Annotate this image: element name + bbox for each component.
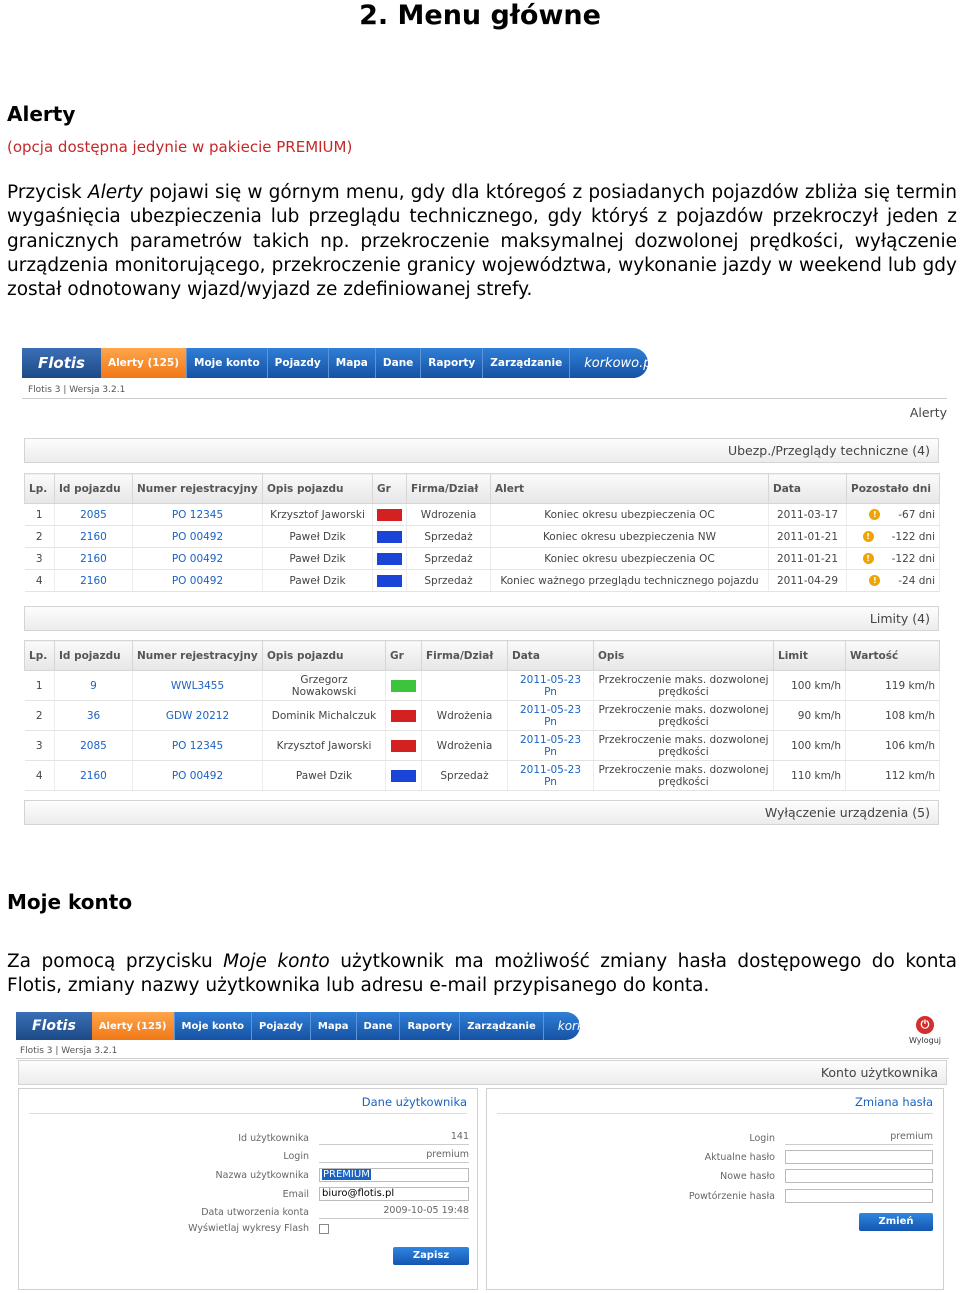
department-cell: Wdrożenia (422, 731, 508, 761)
save-button[interactable]: Zapisz (393, 1247, 469, 1265)
row-login: Login premium (283, 1149, 469, 1162)
alert-cell: Koniec okresu ubezpieczenia OC (491, 548, 769, 570)
alerty-paragraph: Przycisk Alerty pojawi się w górnym menu, gdy dla któregoś z posiadanych pojazdów zbliża się termin wygaśnięcia ubezpieczenia lub przeglądu technicznego, gdy któryś z pojazdów przekroczył jeden z granicznych parametrów takich np. przekroczenie maksymalnej dozwolonej prędkości, wyłączenie urządzenia monitorującego, przekroczenie granicy województwa, wykonanie jazdy w weekend lub gdy został odnotowany wjazd/wyjazd ze zdefiniowanej strefy. (7, 182, 957, 301)
lp-cell: 2 (25, 701, 55, 731)
column-header[interactable]: Gr (373, 474, 407, 504)
vehicle-id-link[interactable]: 2085 (55, 731, 133, 761)
group-cell (386, 671, 422, 701)
group-cell (386, 701, 422, 731)
vehicle-description: Krzysztof Jaworski (263, 504, 373, 526)
alerty-heading: Alerty (7, 102, 76, 126)
login-value: premium (319, 1149, 469, 1163)
limit-cell: 100 km/h (774, 731, 846, 761)
group-cell (373, 504, 407, 526)
nav-alerts-2[interactable]: Alerty (125) (92, 1012, 174, 1040)
nav-map-2[interactable]: Mapa (310, 1012, 356, 1040)
date-cell: 2011-01-21 (769, 526, 847, 548)
divider (22, 398, 947, 399)
group-cell (386, 761, 422, 791)
vehicle-id-link[interactable]: 2160 (55, 570, 133, 592)
group-color-swatch (377, 575, 402, 587)
group-color-swatch (391, 680, 416, 692)
new-password-input[interactable] (785, 1169, 933, 1183)
days-left-value: -122 dni (891, 552, 935, 565)
group-cell (373, 570, 407, 592)
days-left-cell (847, 570, 940, 592)
table-row[interactable] (25, 504, 940, 526)
table-row[interactable] (25, 570, 940, 592)
vehicle-id-link[interactable]: 2160 (55, 526, 133, 548)
table-row[interactable] (25, 526, 940, 548)
flotis-logo[interactable]: Flotis (22, 348, 101, 378)
vehicle-description: Paweł Dzik (263, 548, 373, 570)
insurance-table (24, 473, 940, 592)
email-input[interactable]: biuro@flotis.pl (319, 1187, 469, 1201)
date-link[interactable]: 2011-05-23 Pn (508, 731, 594, 761)
row-user-id: Id użytkownika 141 (238, 1131, 469, 1144)
registration-link[interactable]: PO 00492 (133, 570, 263, 592)
vehicle-id-link[interactable]: 2160 (55, 761, 133, 791)
password-panel-title: Zmiana hasła (855, 1095, 933, 1109)
days-left-value: -24 dni (898, 574, 935, 587)
date-cell: 2011-01-21 (769, 548, 847, 570)
limit-cell: 90 km/h (774, 701, 846, 731)
limits-table (24, 640, 940, 791)
logout-label: Wyloguj (909, 1036, 941, 1045)
pw-login-value: premium (785, 1131, 933, 1145)
warning-icon: ! (869, 575, 880, 586)
description-cell: Przekroczenie maks. dozwolonej prędkości (594, 731, 774, 761)
column-header[interactable]: Data (508, 641, 594, 671)
column-header[interactable]: Gr (386, 641, 422, 671)
nav-map[interactable]: Mapa (328, 348, 375, 378)
column-header[interactable]: Opis pojazdu (263, 474, 373, 504)
value-cell: 112 km/h (846, 761, 940, 791)
created-value: 2009-10-05 19:48 (319, 1205, 469, 1219)
group-cell (373, 526, 407, 548)
days-left-cell (847, 504, 940, 526)
column-header[interactable]: Pozostało dni (847, 474, 940, 504)
vehicle-description: Paweł Dzik (263, 761, 386, 791)
department-cell: Sprzedaż (407, 548, 491, 570)
row-created: Data utworzenia konta 2009-10-05 19:48 (201, 1205, 469, 1218)
row-pw-login: Login premium (749, 1131, 933, 1144)
table-row[interactable] (25, 701, 940, 731)
department-cell: Wdrozenia (407, 504, 491, 526)
nav-data[interactable]: Dane (375, 348, 420, 378)
column-header[interactable]: Id pojazdu (55, 474, 133, 504)
vehicle-description: Dominik Michalczuk (263, 701, 386, 731)
version-label-2: Flotis 3 | Wersja 3.2.1 (20, 1046, 118, 1056)
alert-cell: Koniec ważnego przeglądu technicznego pojazdu (491, 570, 769, 592)
document-title: 2. Menu główne (359, 0, 601, 31)
row-current-password: Aktualne hasło (497, 1150, 933, 1164)
user-id-value: 141 (319, 1131, 469, 1145)
registration-link[interactable]: PO 12345 (133, 504, 263, 526)
row-new-password: Nowe hasło (497, 1169, 933, 1183)
date-cell: 2011-03-17 (769, 504, 847, 526)
table-row[interactable] (25, 731, 940, 761)
nav-alerts[interactable]: Alerty (125) (101, 348, 186, 378)
days-left-value: -67 dni (898, 508, 935, 521)
alerts-screenshot (22, 346, 947, 836)
premium-note: (opcja dostępna jedynie w pakiecie PREMIUM) (7, 138, 353, 156)
warning-icon: ! (869, 509, 880, 520)
date-link[interactable]: 2011-05-23 Pn (508, 701, 594, 731)
days-left-value: -122 dni (891, 530, 935, 543)
shutdown-bar[interactable]: Wyłączenie urządzenia (5) (24, 800, 939, 825)
group-color-swatch (391, 770, 416, 782)
days-left-cell (847, 548, 940, 570)
lp-cell: 4 (25, 761, 55, 791)
user-panel-title: Dane użytkownika (361, 1095, 467, 1109)
konto-heading: Moje konto (7, 890, 133, 914)
account-section-label: Konto użytkownika (18, 1060, 947, 1085)
registration-link[interactable]: WWL3455 (133, 671, 263, 701)
description-cell: Przekroczenie maks. dozwolonej prędkości (594, 671, 774, 701)
nav-reports[interactable]: Raporty (420, 348, 482, 378)
group-color-swatch (377, 553, 402, 565)
lp-cell: 2 (25, 526, 55, 548)
panel-divider-2 (497, 1113, 933, 1114)
nav-korkowo[interactable]: korkowo.pl (569, 348, 669, 378)
table-row[interactable] (25, 548, 940, 570)
table-row[interactable] (25, 761, 940, 791)
konto-paragraph: Za pomocą przycisku Moje konto użytkownik ma możliwość zmiany hasła dostępowego do konta Flotis, zmiany nazwy użytkownika lub adresu e-mail przypisanego do konta. (7, 951, 958, 997)
registration-link[interactable]: GDW 20212 (133, 701, 263, 731)
nav-korkowo-2[interactable]: korkowo.pl (543, 1012, 637, 1040)
column-header[interactable]: Limit (774, 641, 846, 671)
main-nav-2 (16, 1012, 624, 1040)
flash-checkbox[interactable] (319, 1224, 329, 1234)
column-header[interactable]: Id pojazdu (55, 641, 133, 671)
alert-cell: Koniec okresu ubezpieczenia NW (491, 526, 769, 548)
row-email: Email biuro@flotis.pl (29, 1187, 469, 1201)
group-color-swatch (377, 531, 402, 543)
repeat-password-input[interactable] (785, 1189, 933, 1203)
registration-link[interactable]: PO 00492 (133, 761, 263, 791)
description-cell: Przekroczenie maks. dozwolonej prędkości (594, 701, 774, 731)
column-header[interactable]: Opis (594, 641, 774, 671)
warning-icon: ! (863, 553, 874, 564)
vehicle-description: Grzegorz Nowakowski (263, 671, 386, 701)
group-color-swatch (391, 740, 416, 752)
limit-cell: 110 km/h (774, 761, 846, 791)
column-header[interactable]: Lp. (25, 474, 55, 504)
lp-cell: 3 (25, 731, 55, 761)
limits-bar[interactable]: Limity (4) (24, 606, 939, 631)
vehicle-description: Paweł Dzik (263, 526, 373, 548)
flotis-logo-2[interactable]: Flotis (16, 1012, 92, 1040)
divider-2 (16, 1058, 949, 1059)
nav-vehicles[interactable]: Pojazdy (267, 348, 328, 378)
group-color-swatch (391, 710, 416, 722)
vehicle-description: Krzysztof Jaworski (263, 731, 386, 761)
column-header[interactable]: Data (769, 474, 847, 504)
power-icon: ⏻ (916, 1016, 934, 1034)
vehicle-id-link[interactable]: 2160 (55, 548, 133, 570)
column-header[interactable]: Wartość (846, 641, 940, 671)
lp-cell: 4 (25, 570, 55, 592)
insurance-bar[interactable]: Ubezp./Przeglądy techniczne (4) (24, 438, 939, 463)
date-cell: 2011-04-29 (769, 570, 847, 592)
department-cell: Sprzedaż (407, 570, 491, 592)
column-header[interactable]: Alert (491, 474, 769, 504)
value-cell: 119 km/h (846, 671, 940, 701)
user-data-panel (18, 1088, 478, 1290)
group-color-swatch (377, 509, 402, 521)
main-nav (22, 348, 656, 378)
nav-manage[interactable]: Zarządzanie (482, 348, 569, 378)
department-cell: Sprzedaż (422, 761, 508, 791)
registration-link[interactable]: PO 00492 (133, 526, 263, 548)
vehicle-id-link[interactable]: 2085 (55, 504, 133, 526)
value-cell: 108 km/h (846, 701, 940, 731)
value-cell: 106 km/h (846, 731, 940, 761)
vehicle-id-link[interactable]: 36 (55, 701, 133, 731)
panel-divider (29, 1113, 467, 1114)
username-input[interactable]: PREMIUM (319, 1168, 469, 1182)
group-cell (386, 731, 422, 761)
nav-vehicles-2[interactable]: Pojazdy (251, 1012, 310, 1040)
column-header[interactable]: Opis pojazdu (263, 641, 386, 671)
table-row[interactable] (25, 671, 940, 701)
current-password-input[interactable] (785, 1150, 933, 1164)
row-repeat-password: Powtórzenie hasła (497, 1189, 933, 1203)
row-username: Nazwa użytkownika PREMIUM (29, 1168, 469, 1182)
department-cell: Sprzedaż (407, 526, 491, 548)
lp-cell: 1 (25, 504, 55, 526)
column-header[interactable]: Firma/Dział (407, 474, 491, 504)
column-header[interactable]: Lp. (25, 641, 55, 671)
date-link[interactable]: 2011-05-23 Pn (508, 761, 594, 791)
lp-cell: 3 (25, 548, 55, 570)
nav-my-account-2[interactable]: Moje konto (174, 1012, 252, 1040)
nav-manage-2[interactable]: Zarządzanie (459, 1012, 543, 1040)
password-panel (486, 1088, 944, 1290)
logout-button[interactable] (907, 1016, 943, 1045)
registration-link[interactable]: PO 00492 (133, 548, 263, 570)
version-label: Flotis 3 | Wersja 3.2.1 (28, 385, 126, 395)
section-label: Alerty (909, 405, 947, 420)
vehicle-id-link[interactable]: 9 (55, 671, 133, 701)
nav-data-2[interactable]: Dane (356, 1012, 400, 1040)
department-cell (422, 671, 508, 701)
group-cell (373, 548, 407, 570)
department-cell: Wdrożenia (422, 701, 508, 731)
row-flash: Wyświetlaj wykresy Flash (29, 1223, 329, 1234)
change-password-button[interactable]: Zmień (859, 1213, 933, 1231)
date-link[interactable]: 2011-05-23 Pn (508, 671, 594, 701)
vehicle-description: Paweł Dzik (263, 570, 373, 592)
column-header[interactable]: Numer rejestracyjny (133, 641, 263, 671)
registration-link[interactable]: PO 12345 (133, 731, 263, 761)
days-left-cell (847, 526, 940, 548)
lp-cell: 1 (25, 671, 55, 701)
alert-cell: Koniec okresu ubezpieczenia OC (491, 504, 769, 526)
nav-reports-2[interactable]: Raporty (399, 1012, 459, 1040)
account-screenshot (16, 1012, 949, 1292)
column-header[interactable]: Firma/Dział (422, 641, 508, 671)
warning-icon: ! (863, 531, 874, 542)
nav-my-account[interactable]: Moje konto (186, 348, 267, 378)
description-cell: Przekroczenie maks. dozwolonej prędkości (594, 761, 774, 791)
limit-cell: 100 km/h (774, 671, 846, 701)
column-header[interactable]: Numer rejestracyjny (133, 474, 263, 504)
